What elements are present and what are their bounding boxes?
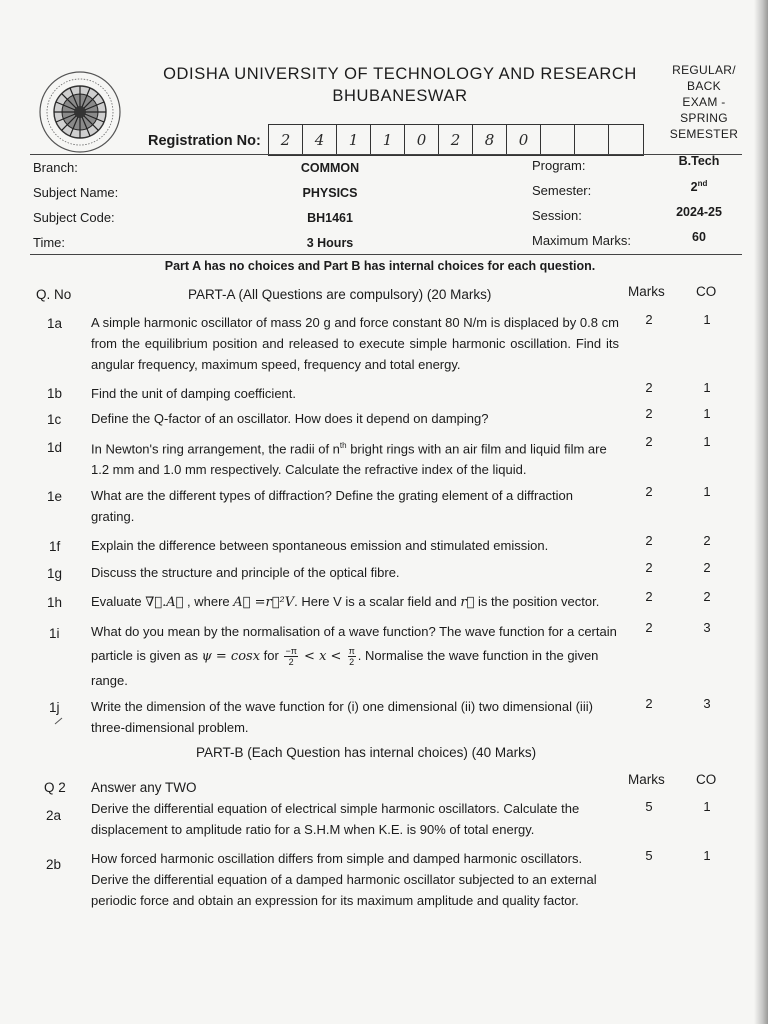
text-segment: . Here V is a scalar field and — [294, 594, 461, 609]
session-value: 2024-25 — [676, 205, 722, 219]
question-number: Q 2 — [44, 780, 66, 795]
question-co: 1 — [703, 799, 711, 814]
program-label: Program: — [532, 158, 586, 173]
divider — [30, 254, 742, 255]
question-co: 3 — [703, 696, 711, 711]
question-number: 1e — [47, 489, 63, 504]
exam-type-line: SEMESTER — [669, 127, 739, 141]
divider — [30, 154, 742, 155]
program-value: B.Tech — [678, 154, 720, 168]
question-co: 2 — [703, 589, 711, 604]
text-segment: bright rings with an air film and liquid film are 1.2 mm and 1.0 mm respectively. Calculate the refractive index of the liquid. — [91, 441, 607, 478]
time-value: 3 Hours — [306, 236, 354, 250]
question-marks: 2 — [645, 620, 653, 635]
semester-suffix: nd — [697, 179, 708, 188]
registration-digit — [541, 125, 575, 155]
exam-type — [654, 62, 754, 142]
text-segment: is the position vector. — [474, 594, 600, 609]
question-text: Explain the difference between spontaneous emission and stimulated emission. — [91, 538, 549, 553]
question-co: 1 — [703, 848, 711, 863]
question-marks: 5 — [645, 848, 653, 863]
question-number: 1d — [47, 440, 63, 455]
question-co: 1 — [703, 484, 711, 499]
question-number: 1a — [47, 316, 63, 331]
university-name — [150, 63, 650, 107]
fraction — [348, 646, 356, 667]
question-marks: 5 — [645, 799, 653, 814]
instructions-note: Part A has no choices and Part B has internal choices for each question. — [164, 259, 596, 273]
math-expression: A⃗ =r⃗²V — [233, 595, 295, 610]
fraction — [284, 646, 297, 667]
question-number: 1h — [47, 595, 63, 610]
text-segment: , where — [183, 594, 234, 609]
question-co: 2 — [703, 533, 711, 548]
registration-digit — [575, 125, 609, 155]
question-marks: 2 — [645, 533, 653, 548]
text-segment: In Newton's ring arrangement, the radii of n — [91, 441, 340, 457]
fraction-numerator: π — [348, 646, 355, 657]
part-a-title: PART-A (All Questions are compulsory) (20 Marks) — [188, 287, 492, 302]
scan-edge-shadow — [754, 0, 768, 1024]
subject-name-value: PHYSICS — [302, 186, 358, 200]
marks-header: Marks — [628, 772, 665, 787]
branch-label: Branch: — [33, 160, 78, 175]
question-text — [91, 591, 619, 613]
text-segment: Evaluate — [91, 594, 146, 609]
registration-label: Registration No: — [148, 133, 261, 149]
max-marks-label: Maximum Marks: — [532, 233, 631, 248]
marks-header: Marks — [628, 284, 665, 299]
text-segment: What do you mean by the normalisation of a wave function? The wave function for a certain particle is given as — [91, 624, 617, 663]
question-number: 1f — [49, 539, 61, 554]
math-expression: ψ = cosx — [201, 649, 261, 664]
university-seal-icon — [38, 70, 122, 154]
registration-digit: 2 — [439, 125, 473, 155]
question-marks: 2 — [645, 406, 653, 421]
subject-code-value: BH1461 — [307, 211, 353, 225]
question-marks: 2 — [645, 312, 653, 327]
semester-value — [640, 179, 758, 194]
math-expression: ∇⃗.A⃗ — [145, 595, 184, 610]
exam-type-line: SPRING — [680, 111, 728, 125]
question-marks: 2 — [645, 484, 653, 499]
max-marks-value: 60 — [692, 230, 706, 244]
time-label: Time: — [33, 235, 66, 250]
question-number: 1g — [47, 566, 63, 581]
co-header: CO — [696, 772, 717, 787]
math-expression: r⃗ — [460, 595, 475, 610]
exam-type-line: EXAM - — [682, 95, 726, 109]
math-expression: < x < — [299, 649, 346, 664]
fraction-numerator: −π — [285, 646, 297, 657]
text-segment: for — [260, 648, 283, 663]
session-label: Session: — [532, 208, 582, 223]
fraction-denominator: 2 — [288, 657, 294, 668]
registration-digit: 8 — [473, 125, 507, 155]
superscript: th — [339, 441, 347, 450]
question-number: 1c — [47, 412, 62, 427]
question-marks: 2 — [645, 380, 653, 395]
semester-label: Semester: — [532, 183, 592, 198]
question-marks: 2 — [645, 589, 653, 604]
question-marks: 2 — [645, 434, 653, 449]
question-number: 1i — [49, 626, 60, 641]
question-text — [91, 620, 619, 693]
registration-number-boxes — [268, 124, 644, 156]
semester-number: 2 — [690, 180, 698, 195]
registration-digit: 2 — [269, 125, 303, 155]
question-number: 1j — [49, 700, 60, 715]
subject-name-label: Subject Name: — [33, 185, 119, 200]
question-co: 1 — [703, 380, 711, 395]
question-marks: 2 — [645, 560, 653, 575]
question-co: 1 — [703, 434, 711, 449]
pen-tick-mark-icon — [54, 715, 64, 725]
registration-digit: 4 — [303, 125, 337, 155]
registration-digit: 1 — [337, 125, 371, 155]
qno-header: Q. No — [36, 287, 72, 302]
question-text — [91, 435, 619, 480]
question-co: 3 — [703, 620, 711, 635]
question-instruction: Answer any TWO — [91, 780, 197, 795]
registration-digit: 0 — [405, 125, 439, 155]
question-text: How forced harmonic oscillation differs from simple and damped harmonic oscillators. Derive the differential equation of a damped harmonic oscillator subjected to an external periodic force and obtain an expression for its maximum amplitude and quality factor. — [91, 851, 597, 908]
question-co: 1 — [703, 406, 711, 421]
subject-code-label: Subject Code: — [33, 210, 115, 225]
question-co: 1 — [703, 312, 711, 327]
branch-value: COMMON — [300, 161, 360, 175]
question-marks: 2 — [645, 696, 653, 711]
university-line-2: BHUBANESWAR — [332, 87, 468, 105]
exam-type-line: REGULAR/ — [672, 63, 736, 77]
co-header: CO — [696, 284, 717, 299]
question-text: A simple harmonic oscillator of mass 20 g and force constant 80 N/m is displaced by 0.8 cm from the equilibrium position and released to execute simple harmonic oscillation. Find its angular frequency, maximum speed, frequency and total energy. — [91, 315, 619, 372]
university-line-1: ODISHA UNIVERSITY OF TECHNOLOGY AND RESEARCH — [163, 65, 637, 83]
text-segment: . Normalise the wave function in the given range. — [91, 648, 599, 688]
question-text: Derive the differential equation of electrical simple harmonic oscillators. Calculate the displacement to amplitude ratio for a S.H.M when K.E. is 90% of total energy. — [91, 801, 580, 837]
part-b-title: PART-B (Each Question has internal choices) (40 Marks) — [196, 745, 537, 760]
question-text: Discuss the structure and principle of the optical fibre. — [91, 565, 400, 580]
question-number: 2b — [46, 857, 62, 872]
fraction-denominator: 2 — [349, 657, 355, 668]
question-number: 2a — [46, 808, 62, 823]
question-co: 2 — [703, 560, 711, 575]
question-text: Write the dimension of the wave function for (i) one dimensional (ii) two dimensional (iii) three-dimensional problem. — [91, 699, 593, 735]
question-text: Define the Q-factor of an oscillator. How does it depend on damping? — [91, 411, 489, 426]
question-text: Find the unit of damping coefficient. — [91, 386, 296, 401]
question-number: 1b — [47, 386, 63, 401]
exam-type-line: BACK — [687, 79, 721, 93]
registration-digit: 1 — [371, 125, 405, 155]
question-text: What are the different types of diffraction? Define the grating element of a diffraction grating. — [91, 488, 574, 524]
registration-digit: 0 — [507, 125, 541, 155]
registration-digit — [609, 125, 643, 155]
